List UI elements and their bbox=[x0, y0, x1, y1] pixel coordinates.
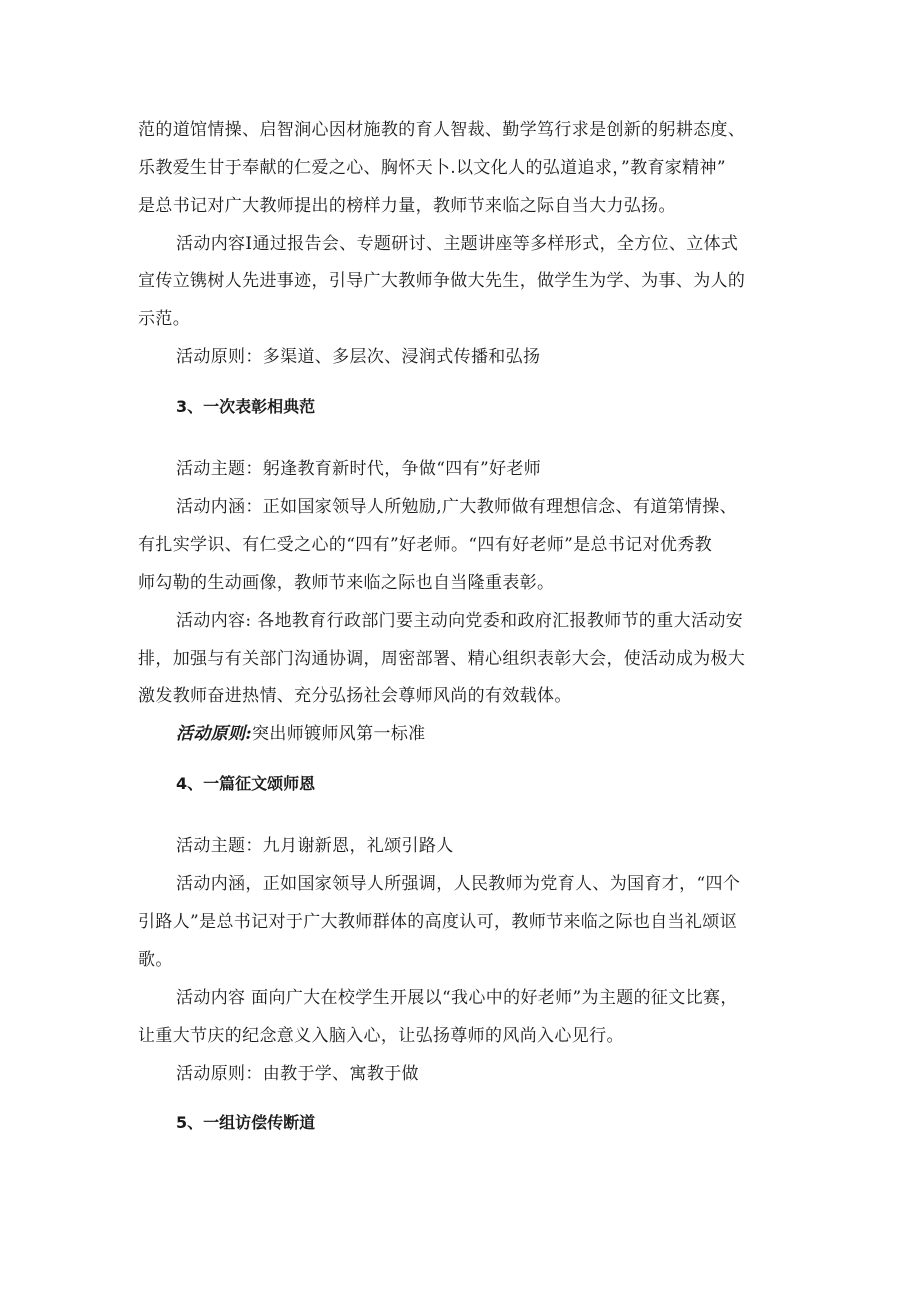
paragraph-line: 活动主题：九月谢新恩，礼颂引路人 bbox=[176, 836, 454, 856]
section-heading-3: 3、一次表彰相典范 bbox=[176, 397, 316, 416]
paragraph-line: 活动原则：由教于学、寓教于做 bbox=[176, 1064, 419, 1084]
paragraph-line: 是总书记对广大教师提出的榜样力量，教师节来临之际自当大力弘扬。 bbox=[138, 196, 676, 216]
principle-label: 活动原则: bbox=[176, 724, 253, 744]
paragraph-line: 活动主题：躬逢教育新时代，争做“四有”好老师 bbox=[176, 459, 542, 479]
paragraph-line: 示范。 bbox=[138, 309, 191, 329]
paragraph-line: 活动内容 面向广大在校学生开展以“我心中的好老师”为主题的征文比赛， bbox=[176, 988, 738, 1008]
paragraph-line: 活动内涵：正如国家领导人所勉励,广大教师做有理想信念、有道第情操、 bbox=[176, 497, 737, 517]
paragraph-line: 活动内容I通过报告会、专题研讨、主题讲座等多样形式，全方位、立体式 bbox=[176, 234, 739, 254]
paragraph-line: 有扎实学识、有仁受之心的“四有”好老师。“四有好老师”是总书记对优秀教 bbox=[138, 535, 713, 555]
section-heading-4: 4、一篇征文颂师恩 bbox=[176, 774, 316, 793]
paragraph-line: 激发教师奋进热情、充分弘扬社会尊师风尚的有效载体。 bbox=[138, 686, 572, 706]
paragraph-line: 活动内涵，正如国家领导人所强调，人民教师为党育人、为国育才，“四个 bbox=[176, 874, 741, 894]
principle-text: 突出师镀师风第一标准 bbox=[252, 724, 426, 744]
paragraph-line: 活动内容: 各地教育行政部门要主动向党委和政府汇报教师节的重大活动安 bbox=[176, 611, 744, 631]
paragraph-line: 乐教爱生甘于奉献的仁爱之心、胸怀天卜.以文化人的弘道追求，”教育家精神” bbox=[138, 158, 726, 178]
paragraph-line: 范的道馆情操、启智涧心因材施教的育人智裁、勤学笃行求是创新的躬耕态度、 bbox=[138, 120, 746, 140]
paragraph-line: 排，加强与有关部门沟通协调，周密部署、精心组织表彰大会，使活动成为极大 bbox=[138, 649, 746, 669]
paragraph-line: 让重大节庆的纪念意义入脑入心，让弘扬尊师的风尚入心见行。 bbox=[138, 1026, 624, 1046]
section-heading-5: 5、一组访偿传断道 bbox=[176, 1113, 316, 1132]
paragraph-line: 歌。 bbox=[138, 950, 173, 970]
paragraph-line: 引路人”是总书记对于广大教师群体的高度认可，教师节来临之际也自当礼颂讴 bbox=[138, 912, 737, 932]
paragraph-line: 宣传立镌树人先进事迹，引导广大教师争做大先生，做学生为学、为事、为人的 bbox=[138, 271, 746, 291]
paragraph-line: 活动原则：多渠道、多层次、浸润式传播和弘扬 bbox=[176, 347, 541, 367]
paragraph-line: 师勾勒的生动画像，教师节来临之际也自当隆重表彰。 bbox=[138, 573, 555, 593]
paragraph-line bbox=[176, 724, 426, 744]
